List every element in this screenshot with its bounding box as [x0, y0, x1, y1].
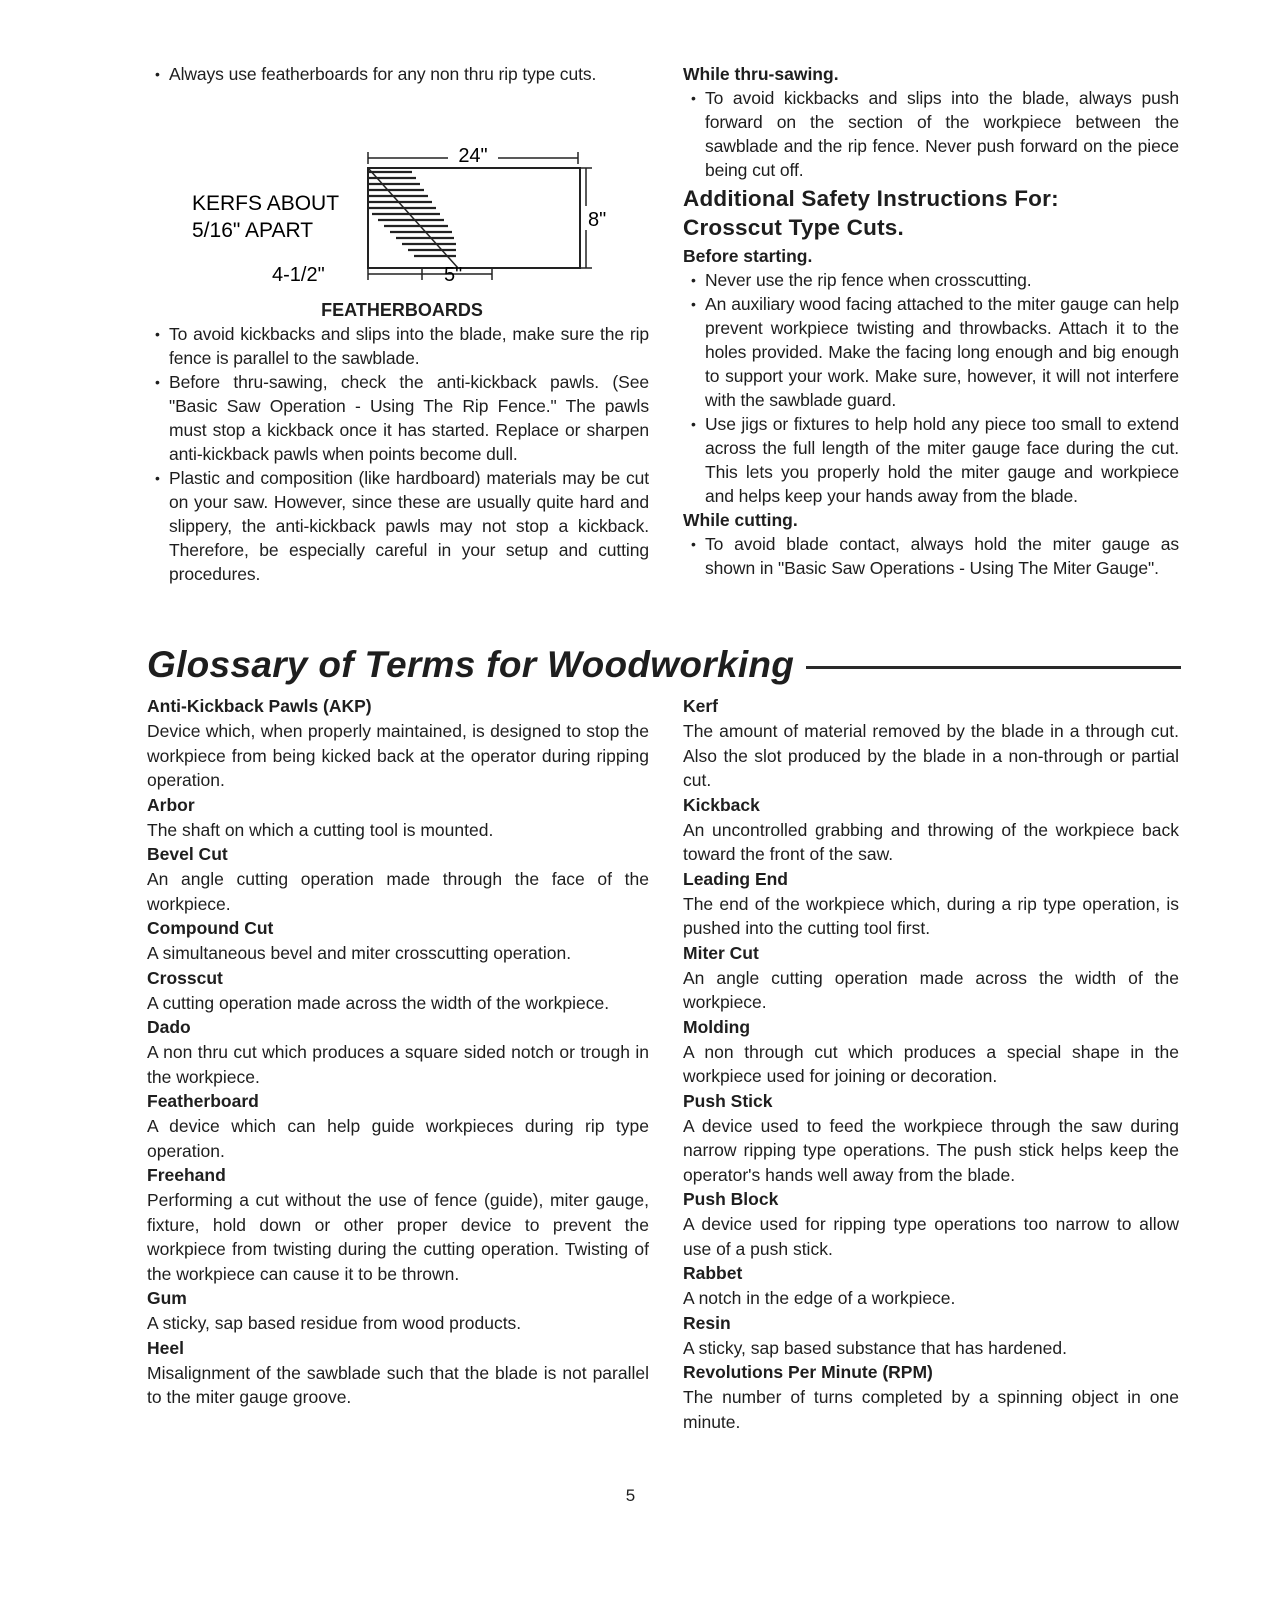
additional-safety-heading: Additional Safety Instructions For:	[683, 186, 1059, 211]
glossary-definition: Device which, when properly maintained, is designed to stop the workpiece from being kicked back at the operator during ripping operation.	[147, 721, 649, 790]
bullet-list-crosscut	[683, 268, 1179, 508]
while-cutting-heading: While cutting.	[683, 510, 798, 530]
glossary-term: Bevel Cut	[147, 844, 228, 864]
glossary-term: Crosscut	[147, 967, 223, 988]
glossary-definition: A notch in the edge of a workpiece.	[683, 1288, 956, 1308]
glossary-term: Gum	[147, 1288, 187, 1308]
bullet-list-while-cutting	[683, 532, 1179, 580]
bullet-anti-kickback-pawls: • Before thru-sawing, check the anti-kickback pawls. (See "Basic Saw Operation - Using The Rip Fence." The pawls must stop a kickback once it has started. Replace or sharpen anti-kickback pawls when points become dull.	[147, 370, 649, 466]
glossary-definition: A non thru cut which produces a square sided notch or trough in the workpiece.	[147, 1042, 649, 1087]
glossary-right-column	[683, 694, 1179, 1434]
bullet-auxiliary-facing: • An auxiliary wood facing attached to the miter gauge can help prevent workpiece twisting and throwbacks. Attach it to the holes provided. Make the facing long enough and big enough to support your work. Make sure, however, it will not interfere with the sawblade guard.	[683, 292, 1179, 412]
glossary-definition: A device which can help guide workpieces during rip type operation.	[147, 1116, 649, 1161]
glossary-definition: The amount of material removed by the blade in a through cut. Also the slot produced by the blade in a non-through or partial cut.	[683, 721, 1179, 790]
glossary-definition: An angle cutting operation made through the face of the workpiece.	[147, 869, 649, 914]
glossary-term: Dado	[147, 1017, 191, 1037]
bullet-rip-fence-parallel: • To avoid kickbacks and slips into the blade, make sure the rip fence is parallel to the sawblade.	[147, 322, 649, 370]
glossary-term: Heel	[147, 1337, 184, 1358]
bullet-blade-contact: • To avoid blade contact, always hold the miter gauge as shown in "Basic Saw Operations - Using The Miter Gauge".	[683, 532, 1179, 580]
kerf-label-line2: 5/16" APART	[192, 219, 314, 242]
bullet-list-thru-sawing	[683, 86, 1179, 182]
bullet-never-rip-fence: • Never use the rip fence when crosscutting.	[683, 268, 1179, 292]
bullet-featherboards: • Always use featherboards for any non thru rip type cuts.	[147, 62, 649, 86]
glossary-definition: The shaft on which a cutting tool is mounted.	[147, 819, 494, 840]
glossary-divider-rule	[780, 666, 1181, 669]
glossary-term: Push Block	[683, 1189, 779, 1209]
glossary-term: Rabbet	[683, 1263, 743, 1283]
glossary-definition: A cutting operation made across the width of the workpiece.	[147, 992, 610, 1013]
glossary-definition: An angle cutting operation made across the width of the workpiece.	[683, 967, 1179, 1012]
top-left-bullets	[147, 322, 649, 586]
glossary-term: Miter Cut	[683, 942, 759, 963]
glossary-definition: Misalignment of the sawblade such that the blade is not parallel to the miter gauge groove.	[147, 1362, 649, 1407]
glossary-term: Compound Cut	[147, 918, 274, 938]
kerf-label-line1: KERFS ABOUT	[192, 192, 340, 215]
top-left-column	[147, 62, 649, 86]
glossary-definition: A simultaneous bevel and miter crosscutting operation.	[147, 943, 572, 963]
top-right-column	[683, 62, 1179, 580]
glossary-definition: A non through cut which produces a special shape in the workpiece used for joining or decoration.	[683, 1041, 1179, 1086]
crosscut-heading: Crosscut Type Cuts.	[683, 215, 904, 240]
glossary-definition: A sticky, sap based substance that has hardened.	[683, 1337, 1067, 1358]
dim-width-label: 24"	[458, 145, 488, 167]
glossary-left-column	[147, 694, 649, 1410]
glossary-definition: Performing a cut without the use of fence (guide), miter gauge, fixture, hold down or other proper device to prevent the workpiece from twisting during the cutting operation. Twisting of the workpiece can cause it to be thrown.	[147, 1190, 649, 1284]
glossary-term: Kickback	[683, 794, 760, 815]
glossary-term: Kerf	[683, 696, 719, 716]
before-starting-heading: Before starting.	[683, 246, 813, 266]
glossary-definition: The number of turns completed by a spinning object in one minute.	[683, 1387, 1179, 1432]
glossary-term: Resin	[683, 1312, 731, 1333]
glossary-term: Push Stick	[683, 1090, 773, 1111]
dim-height-label: 8"	[588, 209, 607, 231]
bullet-jigs-fixtures: • Use jigs or fixtures to help hold any piece too small to extend across the full length of the miter gauge face during the cut. This lets you properly hold the miter gauge and workpiece and helps keep your hands away from the blade.	[683, 412, 1179, 508]
glossary-title: Glossary of Terms for Woodworking	[147, 642, 806, 688]
dim-left-label: 4-1/2"	[272, 264, 325, 286]
glossary-term: Arbor	[147, 794, 195, 815]
bullet-list-featherboards	[147, 62, 649, 86]
dim-right-label: 5"	[444, 264, 463, 286]
while-thru-sawing-heading: While thru-sawing.	[683, 64, 839, 84]
glossary-definition: A device used to feed the workpiece through the saw during narrow ripping type operations. The push stick helps keep the operator's hands well away from the blade.	[683, 1115, 1179, 1185]
glossary-term: Revolutions Per Minute (RPM)	[683, 1362, 933, 1382]
glossary-term: Molding	[683, 1016, 751, 1037]
glossary-term: Featherboard	[147, 1091, 259, 1111]
bullet-push-forward: • To avoid kickbacks and slips into the blade, always push forward on the section of the workpiece between the sawblade and the rip fence. Never push forward on the piece being cut off.	[683, 86, 1179, 182]
featherboard-diagram	[190, 140, 610, 300]
bullet-list-safety	[147, 322, 649, 586]
glossary-term: Leading End	[683, 868, 788, 889]
featherboard-caption-block	[147, 298, 649, 322]
diagram-caption: FEATHERBOARDS	[321, 300, 483, 320]
glossary-term: Freehand	[147, 1165, 226, 1185]
page-number: 5	[625, 1486, 636, 1505]
glossary-term: Anti-Kickback Pawls (AKP)	[147, 696, 372, 716]
glossary-definition: A device used for ripping type operations too narrow to allow use of a push stick.	[683, 1214, 1179, 1259]
bullet-plastic-materials: • Plastic and composition (like hardboard) materials may be cut on your saw. However, since these are usually quite hard and slippery, the anti-kickback pawls may not stop a kickback. Therefore, be especially careful in your setup and cutting procedures.	[147, 466, 649, 586]
glossary-definition: The end of the workpiece which, during a rip type operation, is pushed into the cutting tool first.	[683, 893, 1179, 938]
featherboard-drawing	[190, 140, 610, 300]
glossary-definition: A sticky, sap based residue from wood products.	[147, 1313, 522, 1333]
glossary-definition: An uncontrolled grabbing and throwing of the workpiece back toward the front of the saw.	[683, 819, 1179, 864]
